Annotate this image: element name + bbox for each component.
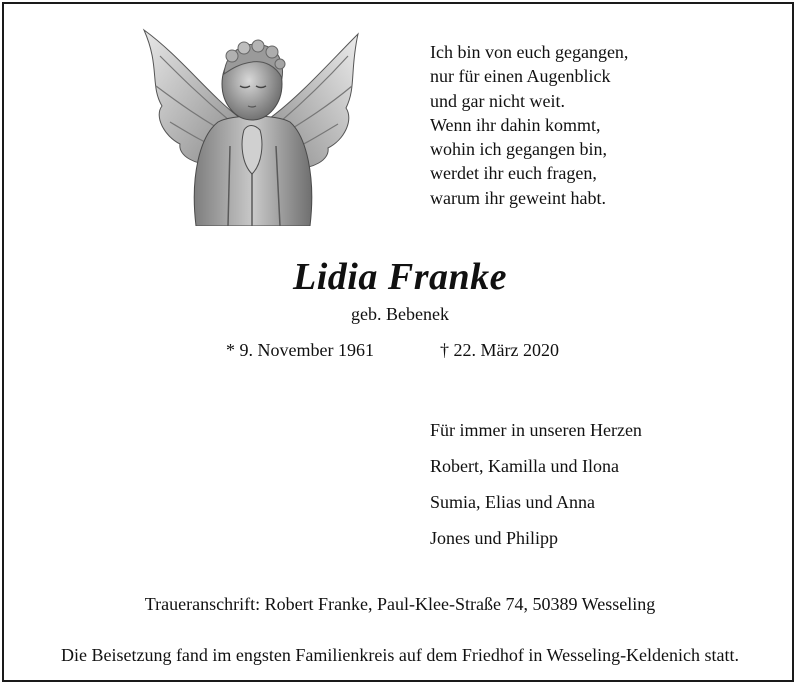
birth-name: geb. Bebenek bbox=[351, 304, 449, 324]
poem bbox=[430, 40, 628, 210]
mourners-line: Sumia, Elias und Anna bbox=[430, 492, 595, 512]
poem-line: wohin ich gegangen bin, bbox=[430, 139, 607, 160]
poem-line: Ich bin von euch gegangen, bbox=[430, 42, 629, 62]
mourners-list bbox=[430, 412, 642, 556]
poem-line: Wenn ihr dahin kommt, bbox=[430, 114, 601, 135]
poem-line: werdet ihr euch fragen, bbox=[430, 163, 597, 184]
deceased-name: Lidia Franke bbox=[293, 256, 507, 298]
mourners-line: Jones und Philipp bbox=[430, 528, 559, 548]
mourning-address: Traueranschrift: Robert Franke, Paul-Klee-Straße 74, 50389 Wesseling bbox=[144, 594, 656, 614]
praying-angel-statue-icon bbox=[140, 26, 362, 226]
poem-line: und gar nicht weit. bbox=[430, 90, 565, 111]
poem-line: warum ihr geweint habt. bbox=[430, 187, 606, 208]
notice-border bbox=[2, 2, 794, 682]
death-date: † 22. März 2020 bbox=[440, 340, 559, 360]
funeral-note: Die Beisetzung fand im engsten Familienkreis auf dem Friedhof in Wesseling-Keldenich statt. bbox=[60, 645, 740, 665]
birth-date: * 9. November 1961 bbox=[226, 340, 374, 360]
angel-statue-image bbox=[140, 26, 362, 226]
mourners-line: Robert, Kamilla und Ilona bbox=[430, 456, 619, 476]
poem-line: nur für einen Augenblick bbox=[430, 66, 611, 87]
mourners-line: Für immer in unseren Herzen bbox=[430, 420, 642, 440]
